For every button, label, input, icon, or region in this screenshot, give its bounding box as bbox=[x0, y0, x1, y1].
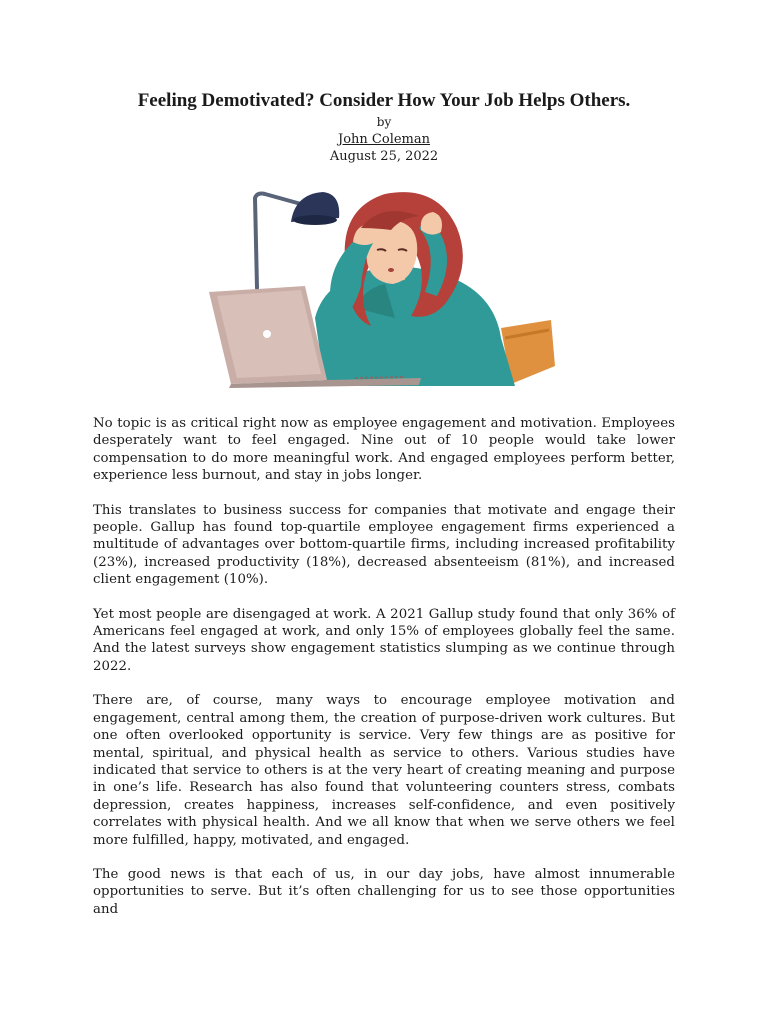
publish-date: August 25, 2022 bbox=[329, 149, 439, 164]
byline-prefix: by bbox=[376, 115, 392, 129]
paragraph: This translates to business success for companies that motivate and engage their people. Gallup has found top-quartile employee engagement firms experienced a multitude of advantages over bottom-quartile firms, including increased profitability (23%), increased productivity (18%), decreased absenteeism (81%), and increased client engagement (10%). bbox=[93, 502, 675, 588]
article-body bbox=[93, 415, 675, 935]
author-line bbox=[0, 132, 768, 147]
paragraph: There are, of course, many ways to encourage employee motivation and engagement, central among them, the creation of purpose-driven work cultures. But one often overlooked opportunity is service. Very few things are as positive for mental, spiritual, and physical health as service to others. Various studies have indicated that service to others is at the very heart of creating meaning and purpose in one’s life. Research has also found that volunteering counters stress, combats depression, creates happiness, increases self-confidence, and even positively correlates with physical health. And we all know that when we serve others we feel more fulfilled, happy, motivated, and engaged. bbox=[93, 693, 675, 848]
woman-figure bbox=[315, 192, 515, 386]
stressed-woman-illustration bbox=[205, 188, 565, 388]
author-link[interactable]: John Coleman bbox=[338, 132, 430, 147]
desk-lamp-icon bbox=[255, 192, 339, 288]
paragraph: No topic is as critical right now as employee engagement and motivation. Employees desperately want to feel engaged. Nine out of 10 people would take lower compensation to do more meaningful work. And engaged employees perform better, experience less burnout, and stay in jobs longer. bbox=[93, 416, 675, 484]
paragraph: Yet most people are disengaged at work. A 2021 Gallup study found that only 36% of Americans feel engaged at work, and only 15% of employees globally feel the same. And the latest surveys show engagement statistics slumping as we continue through 2022. bbox=[93, 606, 675, 674]
article-title: Feeling Demotivated? Consider How Your Job Helps Others. bbox=[137, 90, 631, 111]
paragraph: The good news is that each of us, in our day jobs, have almost innumerable opportunities to serve. But it’s often challenging for us to see those opportunities and bbox=[93, 866, 675, 917]
